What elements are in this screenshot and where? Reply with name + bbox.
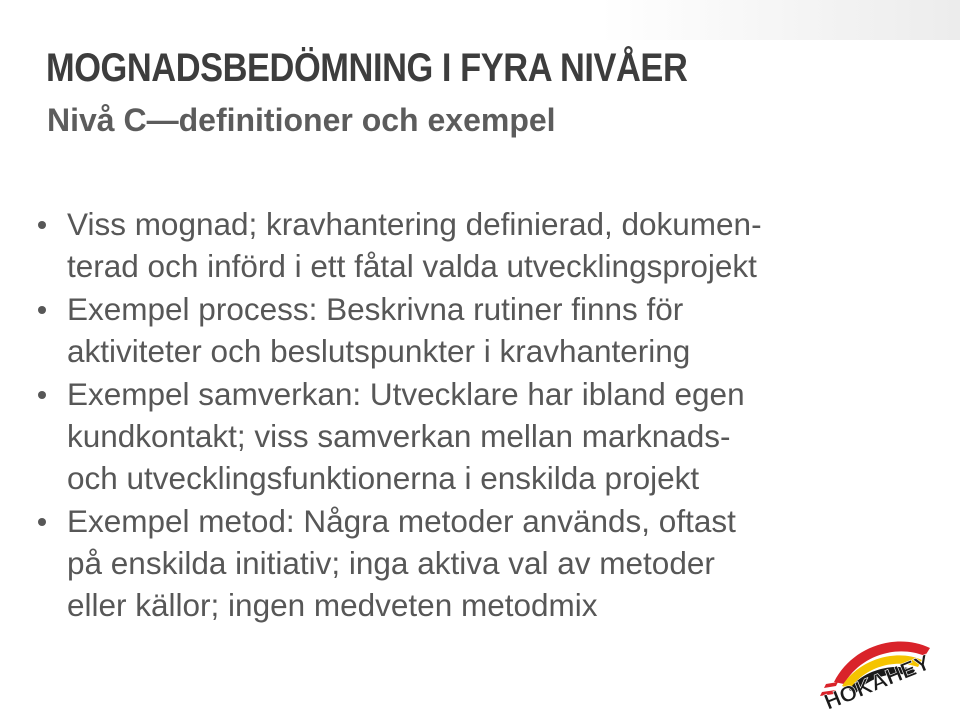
bullet-item <box>36 203 916 287</box>
slide-title: MOGNADSBEDÖMNING I FYRA NIVÅER <box>46 46 688 90</box>
bullet-item <box>36 288 916 372</box>
slide-subtitle: Nivå C—definitioner och exempel <box>47 102 556 138</box>
bullet-text: Exempel samverkan: Utvecklare har ibland egen kundkontakt; viss samverkan mellan marknads- och utvecklingsfunktionerna i enskilda projekt <box>67 376 745 496</box>
hokahey-logo <box>812 624 942 716</box>
bullet-item <box>36 373 916 499</box>
logo-wordmark: HOKAHEY <box>820 650 932 715</box>
bullet-text: Viss mognad; kravhantering definierad, dokumen- terad och införd i ett fåtal valda utvecklingsprojekt <box>67 206 762 284</box>
bullet-item <box>36 500 916 626</box>
bullet-text: Exempel process: Beskrivna rutiner finns för aktiviteter och beslutspunkter i kravhantering <box>67 291 691 369</box>
corner-decoration <box>600 0 960 40</box>
bullet-list <box>36 203 916 627</box>
bullet-text: Exempel metod: Några metoder används, oftast på enskilda initiativ; inga aktiva val av metoder eller källor; ingen medveten metodmix <box>67 503 736 623</box>
